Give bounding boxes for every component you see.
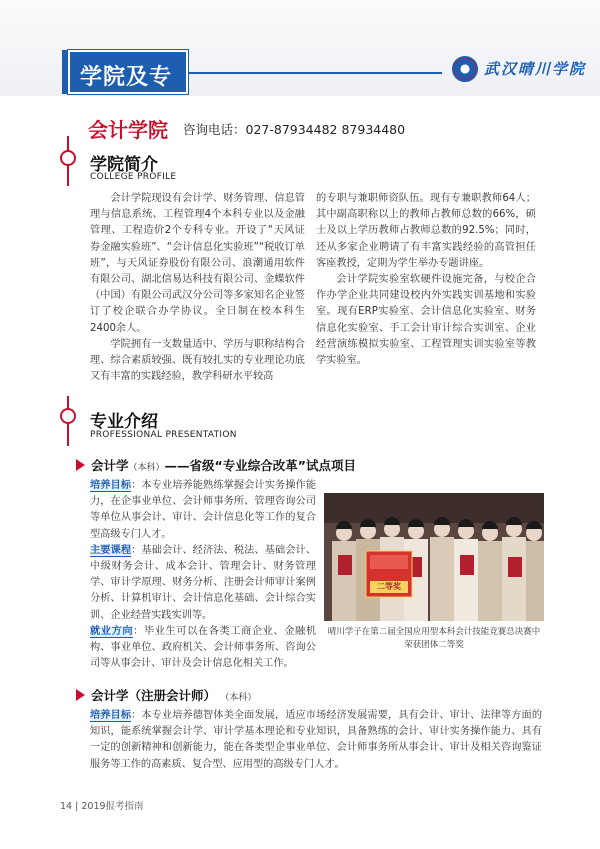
major-2-goal-tag: 培养目标 xyxy=(90,710,132,721)
major-1-suffix: ——省级“专业综合改革”试点项目 xyxy=(164,458,356,473)
major-1-heading xyxy=(91,456,356,474)
major-2-goal: ：本专业培养德智体美全面发展，适应市场经济发展需要，具有会计、审计、法律等方面的知识，能系统掌握会计学、审计学基本理论和专业知识，具备熟练的会计、审计实务操作能力、具有一定的创新精神和创新能力，能在各类型企事业单位、会计师事务所从事会计、审计及相关咨询鉴证服务等工作的高素质、复合型、应用型的高级专门人才。 xyxy=(90,710,543,770)
section-marker-ring-icon xyxy=(60,150,76,166)
bullet-triangle-icon xyxy=(76,459,85,471)
section-title: 学院及专业 xyxy=(80,65,173,121)
major-1-course-tag: 主要课程 xyxy=(90,544,132,556)
page-footer xyxy=(60,798,144,812)
major-2-description xyxy=(90,708,542,773)
major-2-heading xyxy=(91,686,256,704)
intro-left-column xyxy=(90,191,305,385)
major-2-name: 会计学（注册会计师） xyxy=(91,688,217,703)
major-1-description xyxy=(90,478,316,672)
major-1-job: ：毕业生可以在各类工商企业、金融机构、事业单位、政府机关、会计师事务所、咨询公司等从事会计、审计及会计信息化相关工作。 xyxy=(90,625,317,670)
major-1-goal-tag: 培养目标 xyxy=(90,480,132,491)
intro-paragraph-2-cont: 的专职与兼职师资队伍。现有专兼职教师64人；其中副高职称以上的教师占教师总数的66%，硕士及以上学历教师占教师总数的92.5%；同时，还从多家企业聘请了有丰富实践经验的高管担任客座教授，定期为学生举办专题讲座。 xyxy=(316,193,536,269)
intro-paragraph-2: 学院拥有一支数量适中、学历与职称结构合理、综合素质较强、既有较扎实的专业理论功底又有丰富的实践经验，教学科研水平较高 xyxy=(90,338,305,383)
footer-separator: | xyxy=(75,801,82,812)
major-2-level: （本科） xyxy=(220,693,257,703)
intro-right-column xyxy=(316,191,536,369)
college-name: 会计学院 xyxy=(88,118,168,142)
majors-title: 专业介绍 xyxy=(90,412,158,432)
intro-subtitle: COLLEGE PROFILE xyxy=(90,172,177,182)
guide-title: 2019报考指南 xyxy=(81,801,144,812)
major-1-goal: ：本专业培养能熟练掌握会计实务操作能力，在企事业单位、会计师事务所、管理咨询公司等单位从事会计、审计、会计信息化等工作的复合型高级专门人才。 xyxy=(90,480,317,540)
major-1-level: （本科） xyxy=(128,463,165,473)
photo-caption: 晴川学子在第二届全国应用型本科会计技能竞赛总决赛中荣获团体二等奖 xyxy=(327,627,541,650)
intro-paragraph-1: 会计学院现设有会计学、财务管理、信息管理与信息系统、工程管理4个本科专业以及金融管理、工程造价2个专科专业。开设了“天风证券金融实验班”、“会计信息化实验班”“税收订单班”，与天风证券股份有限公司、浪潮通用软件有限公司、湖北信易达科技有限公司、金蝶软件（中国）有限公司武汉分公司等多家知名企业签订了校企联合办学协议。全日制在校本科生2400余人。 xyxy=(90,193,305,334)
award-photo-illustration xyxy=(324,493,544,621)
college-phone: 咨询电话：027-87934482 87934480 xyxy=(183,122,406,137)
majors-subtitle: PROFESSIONAL PRESENTATION xyxy=(90,430,237,440)
major-1-name: 会计学 xyxy=(91,458,129,473)
header-divider xyxy=(188,72,442,74)
major-1-job-tag: 就业方向 xyxy=(90,625,134,637)
school-logo-text: 武汉晴川学院 xyxy=(484,60,587,78)
major-1-course: ：基础会计、经济法、税法、基础会计、中级财务会计、成本会计、管理会计、财务管理学、审计学原理、财务分析、注册会计师审计案例分析、计算机审计、会计信息化基础、会计综合实训、企业经营实践实训等。 xyxy=(90,544,317,621)
school-emblem-icon xyxy=(452,56,478,82)
section-title-box xyxy=(68,50,188,121)
award-photo xyxy=(324,493,544,621)
page-number: 14 xyxy=(60,801,73,812)
intro-paragraph-3: 会计学院实验室软硬件设施完备，与校企合作办学企业共同建设校内外实践实训基地和实验室。现有ERP实验室、会计信息化实验室、财务信息化实验室、手工会计审计综合实训室、企业经营演练模拟实验室、工程管理实训实验室等教学实验室。 xyxy=(316,274,536,367)
intro-title: 学院简介 xyxy=(90,155,158,175)
school-logo xyxy=(446,52,586,86)
award-banner-text: 二等奖 xyxy=(377,582,401,591)
bullet-triangle-icon xyxy=(76,689,85,701)
section-marker-ring-icon xyxy=(60,408,76,424)
